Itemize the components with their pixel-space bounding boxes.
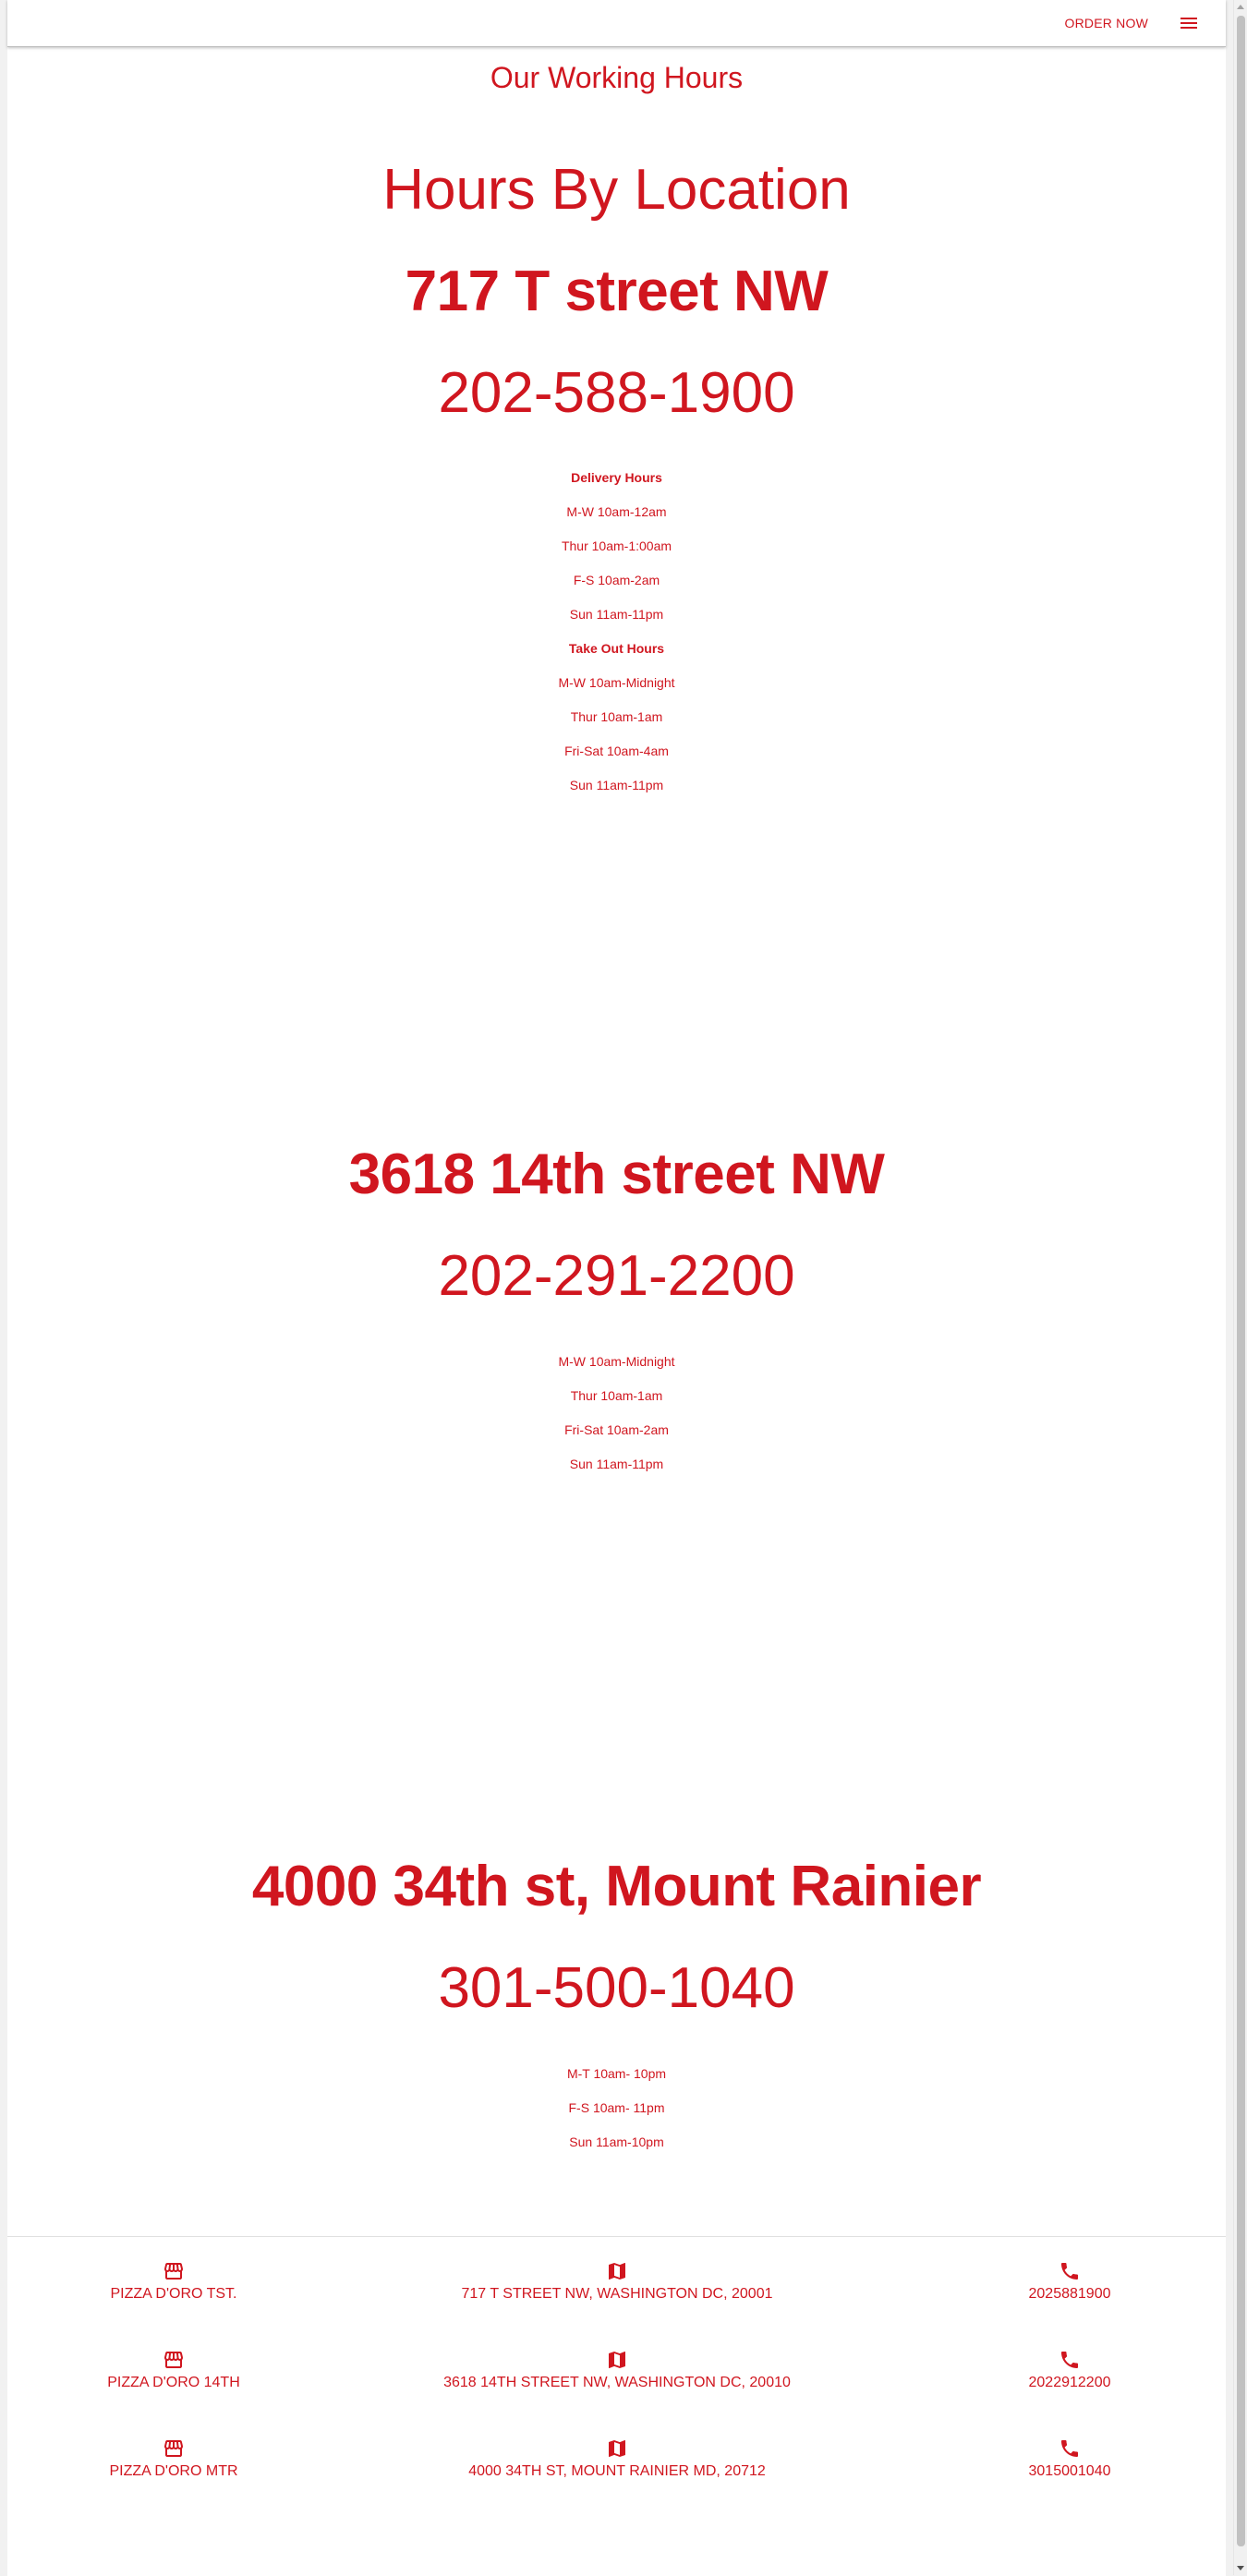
location-2-phone[interactable]: 202-291-2200	[438, 1244, 795, 1308]
location-1-address: 717 T street NW	[405, 260, 829, 323]
footer-phone: 3015001040	[1028, 2463, 1111, 2479]
section-title: Our Working Hours	[490, 61, 744, 94]
phone-icon	[1059, 2260, 1081, 2282]
location-2-hours-1: M-W 10am-Midnight	[558, 1354, 675, 1369]
store-icon	[163, 2349, 185, 2371]
map-icon	[606, 2349, 628, 2371]
footer-address: 3618 14TH STREET NW, WASHINGTON DC, 20010	[443, 2375, 791, 2390]
location-1-phone[interactable]: 202-588-1900	[438, 361, 795, 425]
page	[7, 0, 1226, 2575]
map-icon	[606, 2260, 628, 2282]
footer-phone-link[interactable]	[950, 2437, 1190, 2480]
location-1-takeout-hours-4: Sun 11am-11pm	[569, 778, 664, 792]
location-1-takeout-hours-3: Fri-Sat 10am-4am	[564, 744, 669, 758]
location-1-delivery-hours-4: Sun 11am-11pm	[569, 607, 664, 622]
map-icon	[606, 2437, 628, 2460]
footer-address-link[interactable]	[349, 2437, 885, 2480]
footer-phone: 2025881900	[1028, 2286, 1111, 2302]
location-3-address: 4000 34th st, Mount Rainier	[251, 1855, 982, 1918]
location-1-takeout-heading: Take Out Hours	[568, 641, 665, 656]
location-3-hours-3: Sun 11am-10pm	[569, 2135, 664, 2149]
top-app-bar	[7, 0, 1226, 47]
location-2-hours-3: Fri-Sat 10am-2am	[564, 1422, 669, 1437]
location-3-phone[interactable]: 301-500-1040	[438, 1956, 795, 2020]
location-1-takeout-hours-2: Thur 10am-1am	[570, 709, 663, 724]
hours-title: Hours By Location	[382, 158, 851, 222]
scrollbar-thumb[interactable]	[1237, 16, 1245, 2546]
store-icon	[163, 2437, 185, 2460]
location-1-takeout-hours-1: M-W 10am-Midnight	[558, 675, 675, 690]
hamburger-menu-icon[interactable]	[1180, 17, 1197, 30]
location-3-hours-1: M-T 10am- 10pm	[566, 2066, 667, 2081]
phone-icon	[1059, 2437, 1081, 2460]
footer-phone: 2022912200	[1028, 2375, 1111, 2390]
footer-address: 4000 34TH ST, MOUNT RAINIER MD, 20712	[468, 2463, 766, 2479]
footer-phone-link[interactable]	[950, 2349, 1190, 2391]
order-now-button[interactable]: ORDER NOW	[1064, 16, 1148, 30]
footer-address-link[interactable]	[349, 2349, 885, 2391]
footer-row-mtr	[7, 2437, 1226, 2502]
phone-icon	[1059, 2349, 1081, 2371]
footer-address-link[interactable]	[349, 2260, 885, 2303]
footer-row-14th	[7, 2349, 1226, 2413]
footer-location-name-link[interactable]	[30, 2260, 317, 2303]
location-2-hours-4: Sun 11am-11pm	[569, 1457, 664, 1471]
footer-row-tst	[7, 2260, 1226, 2325]
footer-location-name: PIZZA D'ORO TST.	[110, 2286, 237, 2302]
scroll-down-arrow-icon[interactable]	[1237, 2566, 1244, 2570]
location-2-address: 3618 14th street NW	[348, 1143, 885, 1206]
scroll-up-arrow-icon[interactable]	[1237, 5, 1244, 9]
location-1-delivery-hours-1: M-W 10am-12am	[566, 504, 667, 519]
store-icon	[163, 2260, 185, 2282]
location-1-delivery-heading: Delivery Hours	[571, 470, 662, 485]
location-2-hours-2: Thur 10am-1am	[570, 1388, 663, 1403]
footer-phone-link[interactable]	[950, 2260, 1190, 2303]
location-1-delivery-hours-2: Thur 10am-1:00am	[561, 538, 672, 553]
location-1-delivery-hours-3: F-S 10am-2am	[573, 573, 660, 587]
location-3-hours-2: F-S 10am- 11pm	[568, 2100, 665, 2115]
page-scrollbar[interactable]	[1233, 0, 1247, 2575]
footer	[7, 2236, 1226, 2576]
footer-location-name-link[interactable]	[30, 2349, 317, 2391]
footer-address: 717 T STREET NW, WASHINGTON DC, 20001	[461, 2286, 773, 2302]
footer-location-name: PIZZA D'ORO MTR	[109, 2463, 238, 2479]
footer-location-name-link[interactable]	[30, 2437, 317, 2480]
footer-location-name: PIZZA D'ORO 14TH	[107, 2375, 240, 2390]
